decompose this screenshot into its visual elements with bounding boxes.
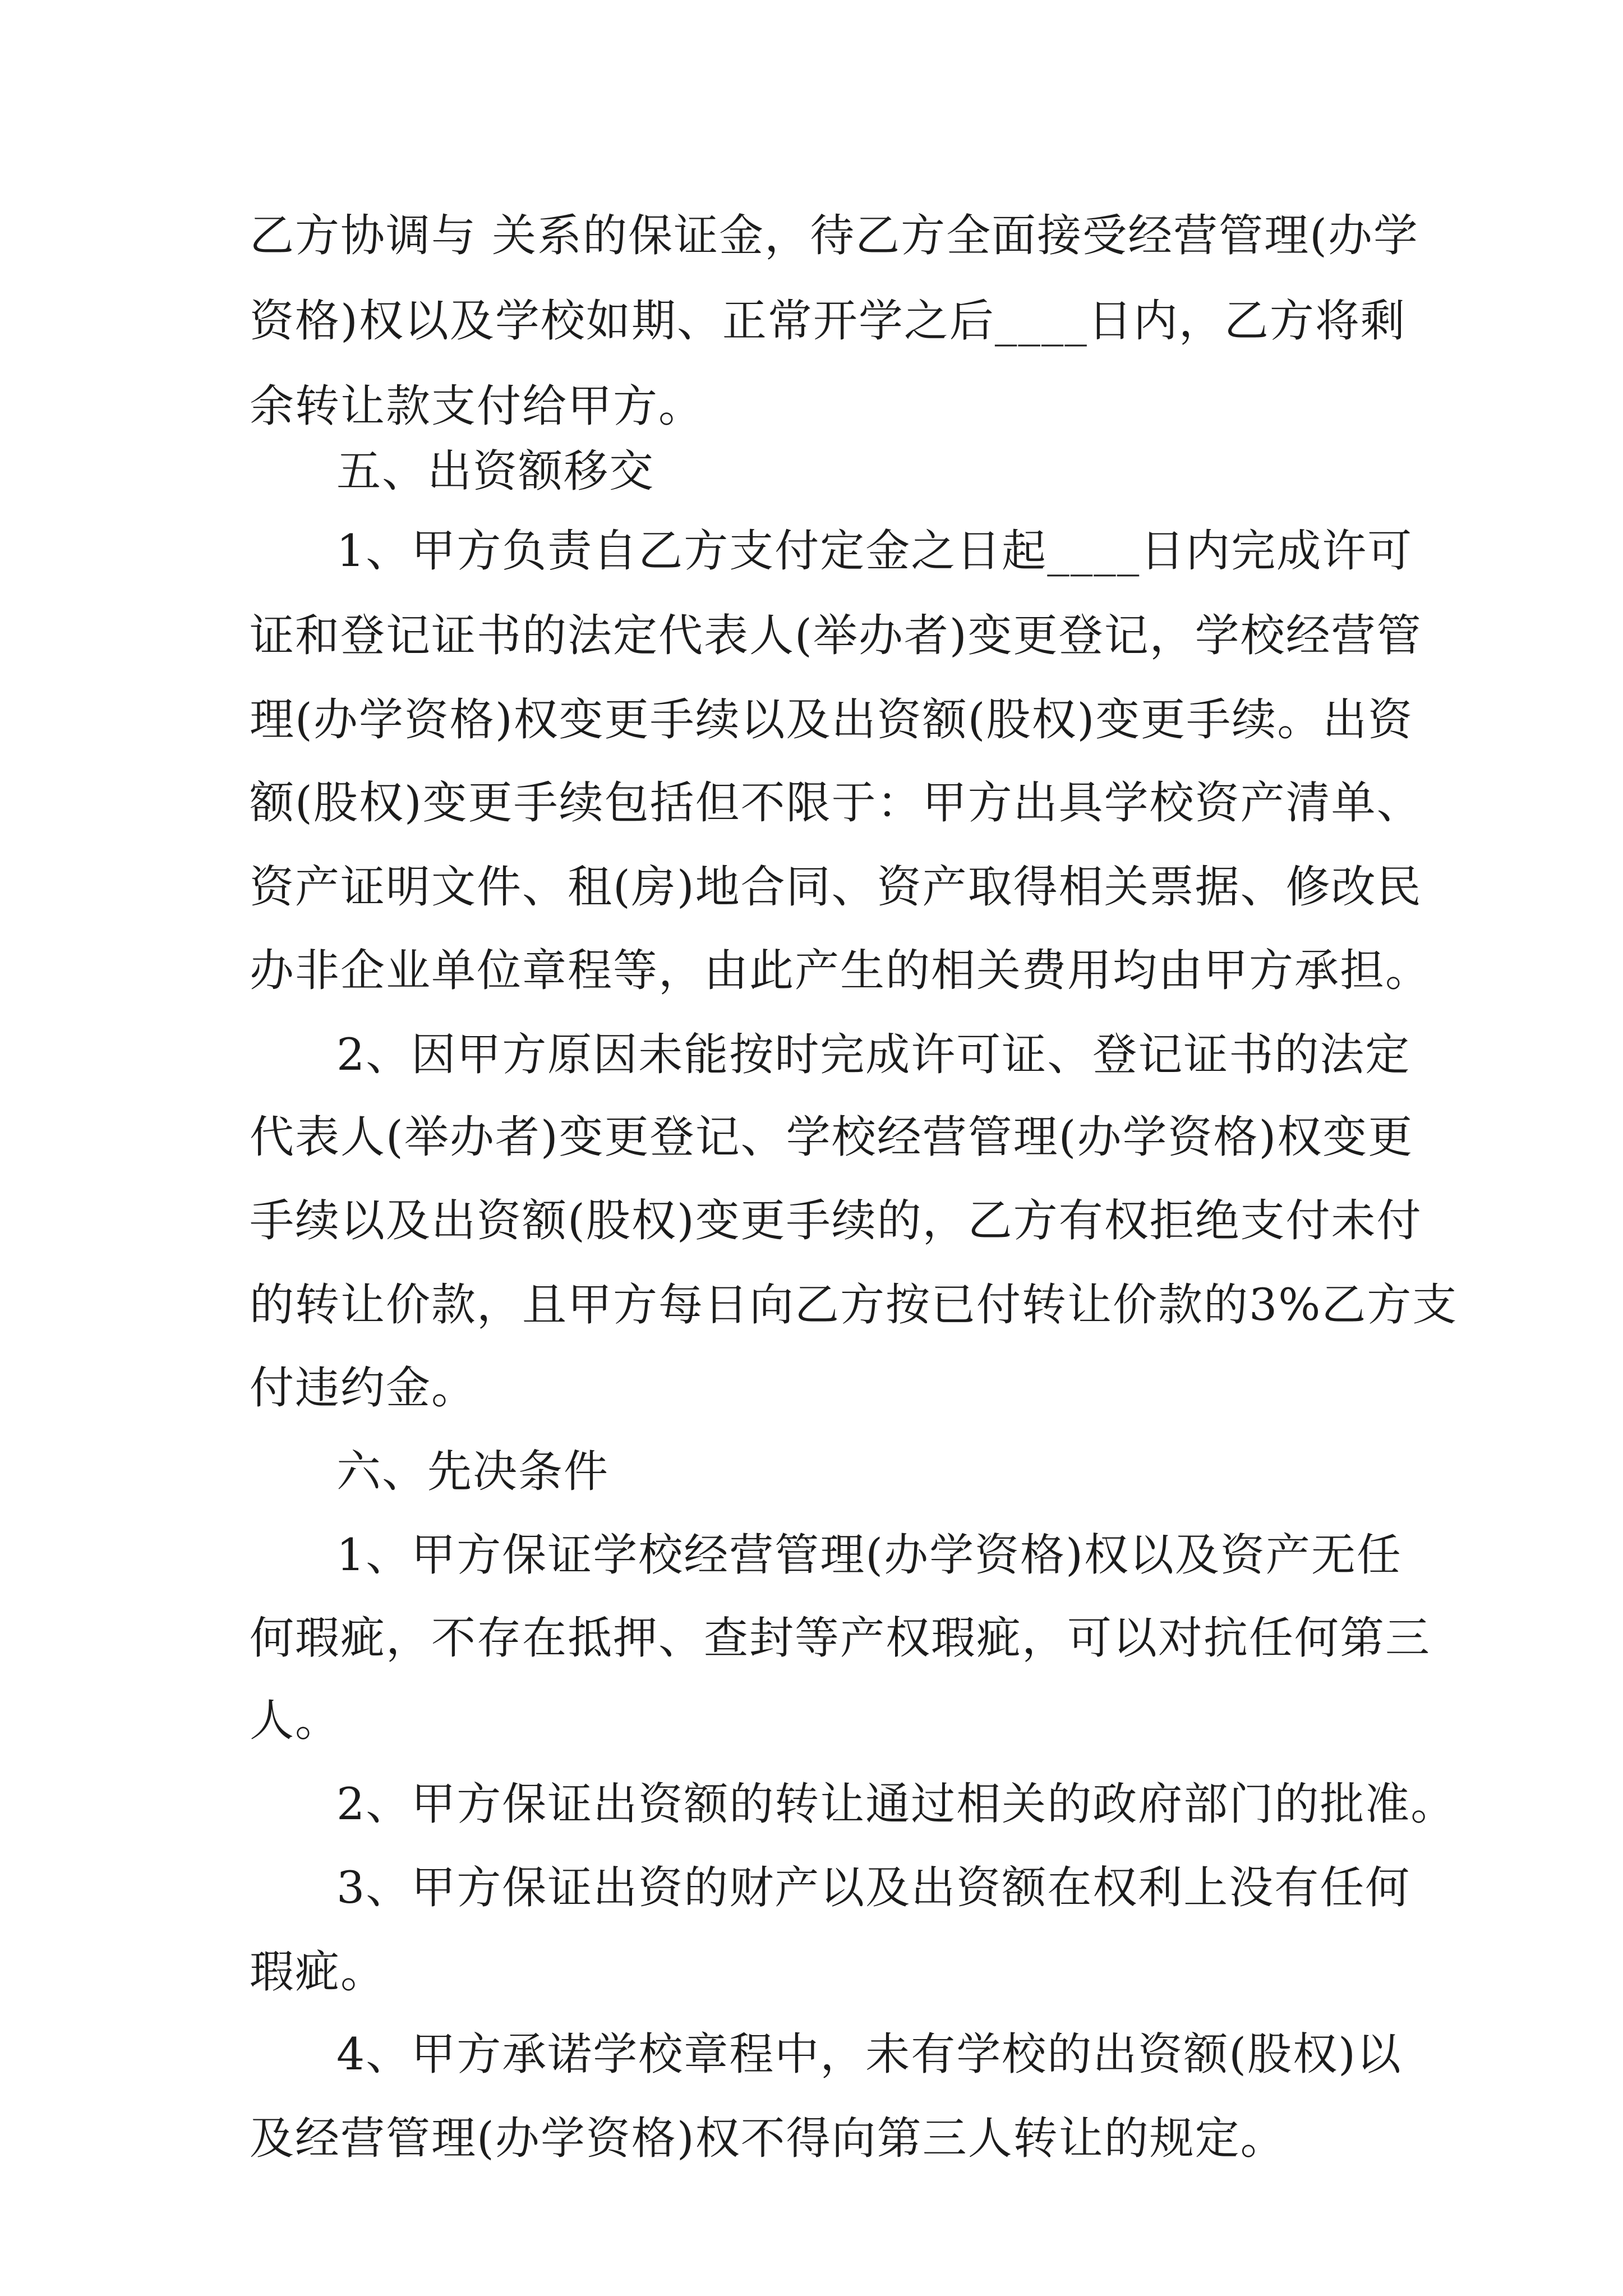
- section-heading: 六、先决条件: [336, 1446, 609, 1497]
- text-line: 余转让款支付给甲方。: [250, 380, 704, 432]
- text-line: 的转让价款，且甲方每日向乙方按已付转让价款的3%乙方支: [250, 1279, 1458, 1331]
- text-line: 理(办学资格)权变更手续以及出资额(股权)变更手续。出资: [250, 694, 1414, 746]
- section-heading: 五、出资额移交: [336, 445, 654, 497]
- text-line: 证和登记证书的法定代表人(举办者)变更登记，学校经营管: [250, 610, 1422, 661]
- text-line: 4、甲方承诺学校章程中，未有学校的出资额(股权)以: [336, 2028, 1402, 2080]
- text-line: 办非企业单位章程等，由此产生的相关费用均由甲方承担。: [250, 945, 1431, 996]
- text-line: 付违约金。: [250, 1362, 477, 1414]
- text-line: 额(股权)变更手续包括但不限于：甲方出具学校资产清单、: [250, 777, 1422, 829]
- text-line: 瑕疵。: [250, 1946, 386, 1998]
- text-line: 1、甲方保证学校经营管理(办学资格)权以及资产无任: [336, 1529, 1402, 1581]
- text-line: 及经营管理(办学资格)权不得向第三人转让的规定。: [250, 2113, 1286, 2164]
- text-line: 手续以及出资额(股权)变更手续的，乙方有权拒绝支付未付: [250, 1195, 1422, 1246]
- text-line: 资格)权以及学校如期、正常开学之后____日内，乙方将剩: [250, 295, 1406, 347]
- text-line: 资产证明文件、租(房)地合同、资产取得相关票据、修改民: [250, 861, 1422, 913]
- text-line: 2、甲方保证出资额的转让通过相关的政府部门的批准。: [336, 1778, 1456, 1830]
- text-line: 何瑕疵，不存在抵押、查封等产权瑕疵，可以对抗任何第三: [250, 1612, 1431, 1664]
- text-line: 人。: [250, 1695, 340, 1746]
- text-line: 1、甲方负责自乙方支付定金之日起____日内完成许可: [336, 525, 1413, 577]
- text-line: 3、甲方保证出资的财产以及出资额在权利上没有任何: [336, 1862, 1411, 1913]
- text-line: 代表人(举办者)变更登记、学校经营管理(办学资格)权变更: [250, 1111, 1414, 1163]
- text-line: 乙方协调与 关系的保证金，待乙方全面接受经营管理(办学: [250, 210, 1419, 261]
- text-line: 2、因甲方原因未能按时完成许可证、登记证书的法定: [336, 1029, 1411, 1080]
